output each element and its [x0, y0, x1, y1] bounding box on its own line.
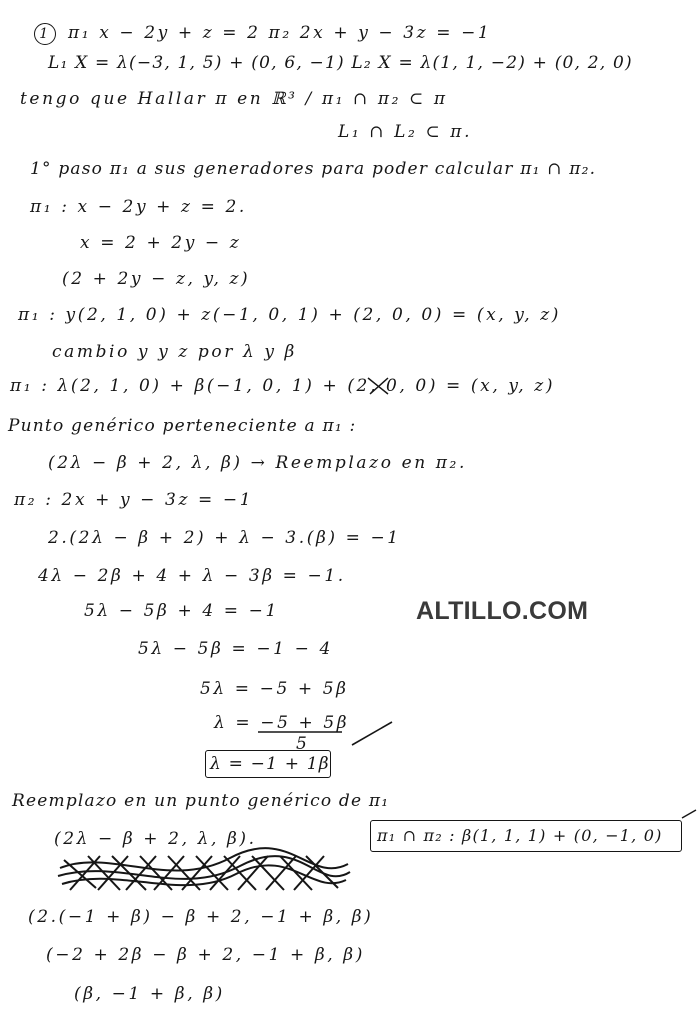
line-task2: L₁ ∩ L₂ ⊂ π.	[338, 122, 473, 142]
line-pi2-equation: π₂ : 2x + y − 3z = −1	[14, 490, 254, 510]
line-substitution-4: 5λ − 5β = −1 − 4	[138, 639, 333, 659]
line-substitution-5: 5λ = −5 + 5β	[200, 679, 349, 699]
watermark-logo: ALTILLO.COM	[416, 597, 589, 625]
line-substitution-1: 2.(2λ − β + 2) + λ − 3.(β) = −1	[48, 528, 401, 548]
exercise-number: 1	[34, 23, 56, 45]
crossed-digit	[368, 378, 388, 394]
crossed-out-scribble	[58, 848, 350, 890]
line-substitution-3: 5λ − 5β + 4 = −1	[84, 601, 279, 621]
line-substitution-2: 4λ − 2β + 4 + λ − 3β = −1.	[38, 566, 346, 586]
intersection-result-text: π₁ ∩ π₂ : β(1, 1, 1) + (0, −1, 0)	[377, 826, 663, 845]
line-generic-point-tuple: (2λ − β + 2, λ, β) → Reemplazo en π₂.	[48, 453, 467, 473]
line-replace-point-3: (−2 + 2β − β + 2, −1 + β, β)	[46, 945, 365, 965]
check-stroke	[352, 722, 392, 745]
line-lines-definition: L₁ X = λ(−3, 1, 5) + (0, 6, −1) L₂ X = λ(1, 1, −2) + (0, 2, 0)	[48, 53, 633, 73]
line-replace-point-4: (β, −1 + β, β)	[74, 984, 225, 1004]
line-replace-generic: Reemplazo en un punto genérico de π₁	[12, 791, 390, 811]
line-substitution-6-denominator: 5	[296, 734, 309, 754]
lambda-result-text: λ = −1 + 1β	[210, 754, 330, 774]
line-pi1-generators: π₁ : y(2, 1, 0) + z(−1, 0, 1) + (2, 0, 0) = (x, y, z)	[18, 305, 562, 325]
line-replace-point-2: (2.(−1 + β) − β + 2, −1 + β, β)	[28, 907, 374, 927]
planes-text: π₁ x − 2y + z = 2 π₂ 2x + y − 3z = −1	[68, 23, 492, 43]
line-task: tengo que Hallar π en ℝ³ / π₁ ∩ π₂ ⊂ π	[20, 89, 448, 109]
line-pi1-equation: π₁ : x − 2y + z = 2.	[30, 197, 247, 217]
line-step1: 1° paso π₁ a sus generadores para poder calcular π₁ ∩ π₂.	[30, 159, 597, 179]
line-tuple: (2 + 2y − z, y, z)	[62, 269, 251, 289]
line-generic-point: Punto genérico perteneciente a π₁ :	[8, 416, 357, 436]
line-pi1-parametric: π₁ : λ(2, 1, 0) + β(−1, 0, 1) + (2, 0, 0) = (x, y, z)	[10, 376, 556, 396]
tick-stroke	[682, 810, 696, 818]
line-change-variables: cambio y y z por λ y β	[52, 342, 297, 362]
line-replace-point-1: (2λ − β + 2, λ, β).	[54, 829, 257, 849]
line-x-solve: x = 2 + 2y − z	[80, 233, 242, 253]
line-substitution-6: λ = −5 + 5β	[214, 713, 350, 733]
